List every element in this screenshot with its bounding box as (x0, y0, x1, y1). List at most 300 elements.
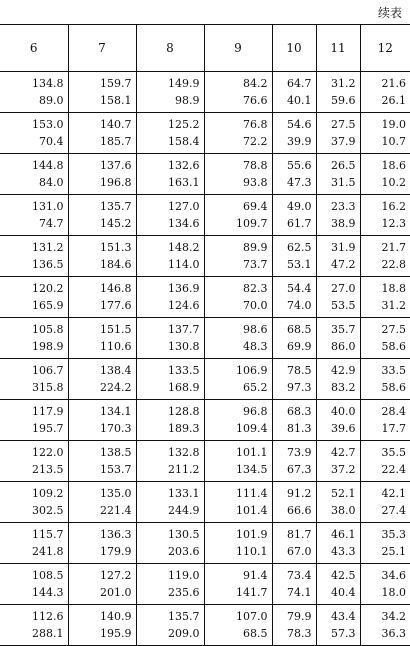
table-row (0, 359, 410, 400)
table-cell (272, 564, 316, 605)
cell-value: 84.0 (39, 176, 64, 189)
table-row (0, 277, 410, 318)
table-row (0, 564, 410, 605)
table-cell (204, 564, 272, 605)
cell-value: 158.1 (100, 94, 132, 107)
table-cell (272, 154, 316, 195)
cell-value: 67.0 (287, 545, 312, 558)
table-cell (204, 113, 272, 154)
cell-value: 38.0 (331, 504, 356, 517)
table-cell (316, 441, 360, 482)
column-header: 7 (68, 25, 136, 72)
cell-value: 198.9 (32, 340, 64, 353)
cell-value: 101.4 (236, 504, 268, 517)
table-cell (204, 277, 272, 318)
cell-value: 315.8 (32, 381, 64, 394)
cell-value: 111.4 (236, 487, 268, 500)
cell-value: 131.0 (32, 200, 64, 213)
table-cell (136, 359, 204, 400)
table-cell (136, 236, 204, 277)
cell-value: 47.2 (331, 258, 356, 271)
table-cell (0, 482, 68, 523)
table-cell (0, 400, 68, 441)
cell-value: 10.2 (381, 176, 406, 189)
table-cell (272, 359, 316, 400)
cell-value: 42.5 (331, 569, 356, 582)
cell-value: 74.0 (287, 299, 312, 312)
cell-value: 132.6 (168, 159, 200, 172)
cell-value: 91.4 (243, 569, 268, 582)
table-cell (0, 564, 68, 605)
column-header: 12 (360, 25, 410, 72)
cell-value: 52.1 (331, 487, 356, 500)
table-cell (204, 154, 272, 195)
cell-value: 130.8 (168, 340, 200, 353)
cell-value: 106.9 (236, 364, 268, 377)
table-cell (68, 113, 136, 154)
table-cell (204, 72, 272, 113)
cell-value: 141.7 (236, 586, 268, 599)
cell-value: 135.0 (100, 487, 132, 500)
cell-value: 10.7 (381, 135, 406, 148)
cell-value: 31.2 (331, 77, 356, 90)
table-cell (68, 605, 136, 646)
cell-value: 35.7 (331, 323, 356, 336)
cell-value: 163.1 (168, 176, 200, 189)
cell-value: 27.0 (331, 282, 356, 295)
cell-value: 40.0 (331, 405, 356, 418)
table-cell (204, 400, 272, 441)
cell-value: 211.2 (168, 463, 200, 476)
cell-value: 74.7 (39, 217, 64, 230)
cell-value: 134.5 (236, 463, 268, 476)
cell-value: 114.0 (168, 258, 200, 271)
cell-value: 91.2 (287, 487, 312, 500)
table-cell (360, 605, 410, 646)
cell-value: 235.6 (168, 586, 200, 599)
table-cell (204, 605, 272, 646)
column-header: 8 (136, 25, 204, 72)
cell-value: 38.9 (331, 217, 356, 230)
table-cell (272, 72, 316, 113)
cell-value: 25.1 (381, 545, 406, 558)
table-row (0, 400, 410, 441)
cell-value: 18.0 (381, 586, 406, 599)
table-cell (136, 482, 204, 523)
cell-value: 23.3 (331, 200, 356, 213)
cell-value: 28.4 (381, 405, 406, 418)
table-cell (68, 482, 136, 523)
cell-value: 288.1 (32, 627, 64, 640)
cell-value: 125.2 (168, 118, 200, 131)
cell-value: 78.3 (287, 627, 312, 640)
table-cell (204, 318, 272, 359)
cell-value: 101.1 (236, 446, 268, 459)
cell-value: 61.7 (287, 217, 312, 230)
cell-value: 47.3 (287, 176, 312, 189)
cell-value: 158.4 (168, 135, 200, 148)
cell-value: 21.6 (381, 77, 406, 90)
cell-value: 112.6 (32, 610, 64, 623)
cell-value: 110.6 (100, 340, 132, 353)
cell-value: 43.3 (331, 545, 356, 558)
cell-value: 58.6 (381, 381, 406, 394)
cell-value: 93.8 (243, 176, 268, 189)
table-cell (360, 113, 410, 154)
cell-value: 106.7 (32, 364, 64, 377)
cell-value: 54.4 (287, 282, 312, 295)
cell-value: 170.3 (100, 422, 132, 435)
table-cell (0, 523, 68, 564)
table-cell (0, 154, 68, 195)
table-cell (360, 400, 410, 441)
cell-value: 54.6 (287, 118, 312, 131)
table-row (0, 605, 410, 646)
cell-value: 203.6 (168, 545, 200, 558)
cell-value: 151.5 (100, 323, 132, 336)
table-cell (68, 441, 136, 482)
cell-value: 73.4 (287, 569, 312, 582)
cell-value: 33.5 (381, 364, 406, 377)
cell-value: 221.4 (100, 504, 132, 517)
table-row (0, 318, 410, 359)
cell-value: 42.1 (381, 487, 406, 500)
table-cell (136, 72, 204, 113)
cell-value: 31.5 (331, 176, 356, 189)
cell-value: 64.7 (287, 77, 312, 90)
cell-value: 18.8 (381, 282, 406, 295)
cell-value: 57.3 (331, 627, 356, 640)
table-cell (272, 523, 316, 564)
table-row (0, 154, 410, 195)
table-row (0, 236, 410, 277)
continued-label: 续表 (377, 6, 402, 20)
cell-value: 42.9 (331, 364, 356, 377)
cell-value: 105.8 (32, 323, 64, 336)
cell-value: 78.8 (243, 159, 268, 172)
table-cell (316, 154, 360, 195)
table-cell (316, 195, 360, 236)
table-cell (316, 318, 360, 359)
table-cell (136, 400, 204, 441)
cell-value: 62.5 (287, 241, 312, 254)
table-cell (68, 236, 136, 277)
cell-value: 134.6 (168, 217, 200, 230)
table-cell (360, 277, 410, 318)
table-row (0, 441, 410, 482)
cell-value: 134.8 (32, 77, 64, 90)
cell-value: 73.7 (243, 258, 268, 271)
table-cell (136, 154, 204, 195)
table-cell (68, 400, 136, 441)
cell-value: 48.3 (243, 340, 268, 353)
cell-value: 34.6 (381, 569, 406, 582)
cell-value: 42.7 (331, 446, 356, 459)
table-cell (316, 400, 360, 441)
table-cell (272, 318, 316, 359)
cell-value: 185.7 (100, 135, 132, 148)
cell-value: 68.3 (287, 405, 312, 418)
table-cell (136, 113, 204, 154)
table-cell (0, 605, 68, 646)
cell-value: 65.2 (243, 381, 268, 394)
cell-value: 34.2 (381, 610, 406, 623)
table-cell (272, 277, 316, 318)
table-row (0, 72, 410, 113)
cell-value: 39.6 (331, 422, 356, 435)
table-cell (136, 195, 204, 236)
cell-value: 130.5 (168, 528, 200, 541)
cell-value: 302.5 (32, 504, 64, 517)
table-cell (360, 318, 410, 359)
cell-value: 213.5 (32, 463, 64, 476)
cell-value: 16.2 (381, 200, 406, 213)
table-cell (68, 154, 136, 195)
cell-value: 120.2 (32, 282, 64, 295)
cell-value: 244.9 (168, 504, 200, 517)
cell-value: 81.3 (287, 422, 312, 435)
cell-value: 127.0 (168, 200, 200, 213)
cell-value: 53.1 (287, 258, 312, 271)
header-row (0, 25, 410, 72)
cell-value: 35.5 (381, 446, 406, 459)
table-cell (68, 72, 136, 113)
cell-value: 241.8 (32, 545, 64, 558)
table-cell (360, 195, 410, 236)
cell-value: 135.7 (168, 610, 200, 623)
table-cell (136, 605, 204, 646)
table-cell (360, 154, 410, 195)
cell-value: 49.0 (287, 200, 312, 213)
cell-value: 98.6 (243, 323, 268, 336)
table-cell (316, 277, 360, 318)
cell-value: 83.2 (331, 381, 356, 394)
cell-value: 122.0 (32, 446, 64, 459)
cell-value: 97.3 (287, 381, 312, 394)
cell-value: 37.9 (331, 135, 356, 148)
table-cell (272, 441, 316, 482)
table-cell (316, 523, 360, 564)
table-cell (0, 359, 68, 400)
cell-value: 35.3 (381, 528, 406, 541)
column-header: 10 (272, 25, 316, 72)
cell-value: 68.5 (243, 627, 268, 640)
cell-value: 140.7 (100, 118, 132, 131)
cell-value: 21.7 (381, 241, 406, 254)
cell-value: 37.2 (331, 463, 356, 476)
cell-value: 101.9 (236, 528, 268, 541)
cell-value: 17.7 (381, 422, 406, 435)
cell-value: 153.0 (32, 118, 64, 131)
cell-value: 195.9 (100, 627, 132, 640)
cell-value: 137.6 (100, 159, 132, 172)
cell-value: 81.7 (287, 528, 312, 541)
table-cell (204, 195, 272, 236)
table-cell (272, 195, 316, 236)
cell-value: 76.6 (243, 94, 268, 107)
table-cell (0, 236, 68, 277)
cell-value: 72.2 (243, 135, 268, 148)
cell-value: 136.5 (32, 258, 64, 271)
cell-value: 40.1 (287, 94, 312, 107)
cell-value: 27.5 (381, 323, 406, 336)
table-cell (316, 605, 360, 646)
table-cell (68, 359, 136, 400)
cell-value: 58.6 (381, 340, 406, 353)
table-cell (272, 400, 316, 441)
cell-value: 209.0 (168, 627, 200, 640)
table-cell (360, 523, 410, 564)
table-cell (136, 523, 204, 564)
table-cell (316, 72, 360, 113)
table-cell (0, 318, 68, 359)
cell-value: 195.7 (32, 422, 64, 435)
table-cell (0, 195, 68, 236)
cell-value: 165.9 (32, 299, 64, 312)
cell-value: 69.4 (243, 200, 268, 213)
data-table (0, 24, 410, 646)
cell-value: 96.8 (243, 405, 268, 418)
cell-value: 132.8 (168, 446, 200, 459)
table-cell (204, 236, 272, 277)
table-cell (68, 523, 136, 564)
table-cell (204, 359, 272, 400)
cell-value: 124.6 (168, 299, 200, 312)
cell-value: 179.9 (100, 545, 132, 558)
table-cell (360, 236, 410, 277)
cell-value: 151.3 (100, 241, 132, 254)
table-cell (68, 318, 136, 359)
cell-value: 79.9 (287, 610, 312, 623)
cell-value: 136.3 (100, 528, 132, 541)
cell-value: 22.4 (381, 463, 406, 476)
cell-value: 36.3 (381, 627, 406, 640)
table-cell (68, 277, 136, 318)
cell-value: 177.6 (100, 299, 132, 312)
table-cell (136, 441, 204, 482)
cell-value: 39.9 (287, 135, 312, 148)
table-cell (68, 564, 136, 605)
cell-value: 134.1 (100, 405, 132, 418)
cell-value: 70.0 (243, 299, 268, 312)
table-cell (136, 318, 204, 359)
cell-value: 110.1 (236, 545, 268, 558)
table-cell (272, 236, 316, 277)
cell-value: 138.5 (100, 446, 132, 459)
cell-value: 133.1 (168, 487, 200, 500)
table-cell (272, 482, 316, 523)
cell-value: 84.2 (243, 77, 268, 90)
table-cell (316, 564, 360, 605)
cell-value: 66.6 (287, 504, 312, 517)
table-cell (0, 277, 68, 318)
cell-value: 43.4 (331, 610, 356, 623)
cell-value: 22.8 (381, 258, 406, 271)
table-cell (316, 236, 360, 277)
table-cell (0, 441, 68, 482)
cell-value: 117.9 (32, 405, 64, 418)
cell-value: 53.5 (331, 299, 356, 312)
table-cell (272, 605, 316, 646)
cell-value: 89.9 (243, 241, 268, 254)
table-row (0, 482, 410, 523)
cell-value: 128.8 (168, 405, 200, 418)
table-cell (204, 482, 272, 523)
cell-value: 140.9 (100, 610, 132, 623)
cell-value: 78.5 (287, 364, 312, 377)
table-row (0, 523, 410, 564)
column-header: 6 (0, 25, 68, 72)
table-cell (204, 523, 272, 564)
table-row (0, 113, 410, 154)
data-table-container (0, 24, 410, 646)
cell-value: 55.6 (287, 159, 312, 172)
cell-value: 146.8 (100, 282, 132, 295)
cell-value: 31.2 (381, 299, 406, 312)
cell-value: 31.9 (331, 241, 356, 254)
cell-value: 138.4 (100, 364, 132, 377)
cell-value: 26.1 (381, 94, 406, 107)
cell-value: 27.5 (331, 118, 356, 131)
table-cell (360, 72, 410, 113)
cell-value: 144.8 (32, 159, 64, 172)
cell-value: 98.9 (175, 94, 200, 107)
cell-value: 224.2 (100, 381, 132, 394)
cell-value: 148.2 (168, 241, 200, 254)
table-cell (136, 564, 204, 605)
column-header: 11 (316, 25, 360, 72)
cell-value: 40.4 (331, 586, 356, 599)
cell-value: 76.8 (243, 118, 268, 131)
cell-value: 137.7 (168, 323, 200, 336)
cell-value: 86.0 (331, 340, 356, 353)
cell-value: 59.6 (331, 94, 356, 107)
cell-value: 12.3 (381, 217, 406, 230)
cell-value: 119.0 (168, 569, 200, 582)
cell-value: 109.4 (236, 422, 268, 435)
cell-value: 68.5 (287, 323, 312, 336)
cell-value: 145.2 (100, 217, 132, 230)
table-cell (360, 482, 410, 523)
table-cell (360, 441, 410, 482)
cell-value: 27.4 (381, 504, 406, 517)
cell-value: 201.0 (100, 586, 132, 599)
column-header: 9 (204, 25, 272, 72)
cell-value: 26.5 (331, 159, 356, 172)
cell-value: 67.3 (287, 463, 312, 476)
cell-value: 144.3 (32, 586, 64, 599)
table-cell (272, 113, 316, 154)
cell-value: 159.7 (100, 77, 132, 90)
cell-value: 153.7 (100, 463, 132, 476)
cell-value: 189.3 (168, 422, 200, 435)
table-cell (136, 277, 204, 318)
cell-value: 109.2 (32, 487, 64, 500)
table-row (0, 195, 410, 236)
cell-value: 196.8 (100, 176, 132, 189)
cell-value: 136.9 (168, 282, 200, 295)
table-cell (360, 359, 410, 400)
cell-value: 74.1 (287, 586, 312, 599)
cell-value: 131.2 (32, 241, 64, 254)
table-cell (316, 359, 360, 400)
cell-value: 46.1 (331, 528, 356, 541)
table-cell (0, 113, 68, 154)
cell-value: 127.2 (100, 569, 132, 582)
cell-value: 82.3 (243, 282, 268, 295)
table-cell (316, 113, 360, 154)
table-cell (0, 72, 68, 113)
